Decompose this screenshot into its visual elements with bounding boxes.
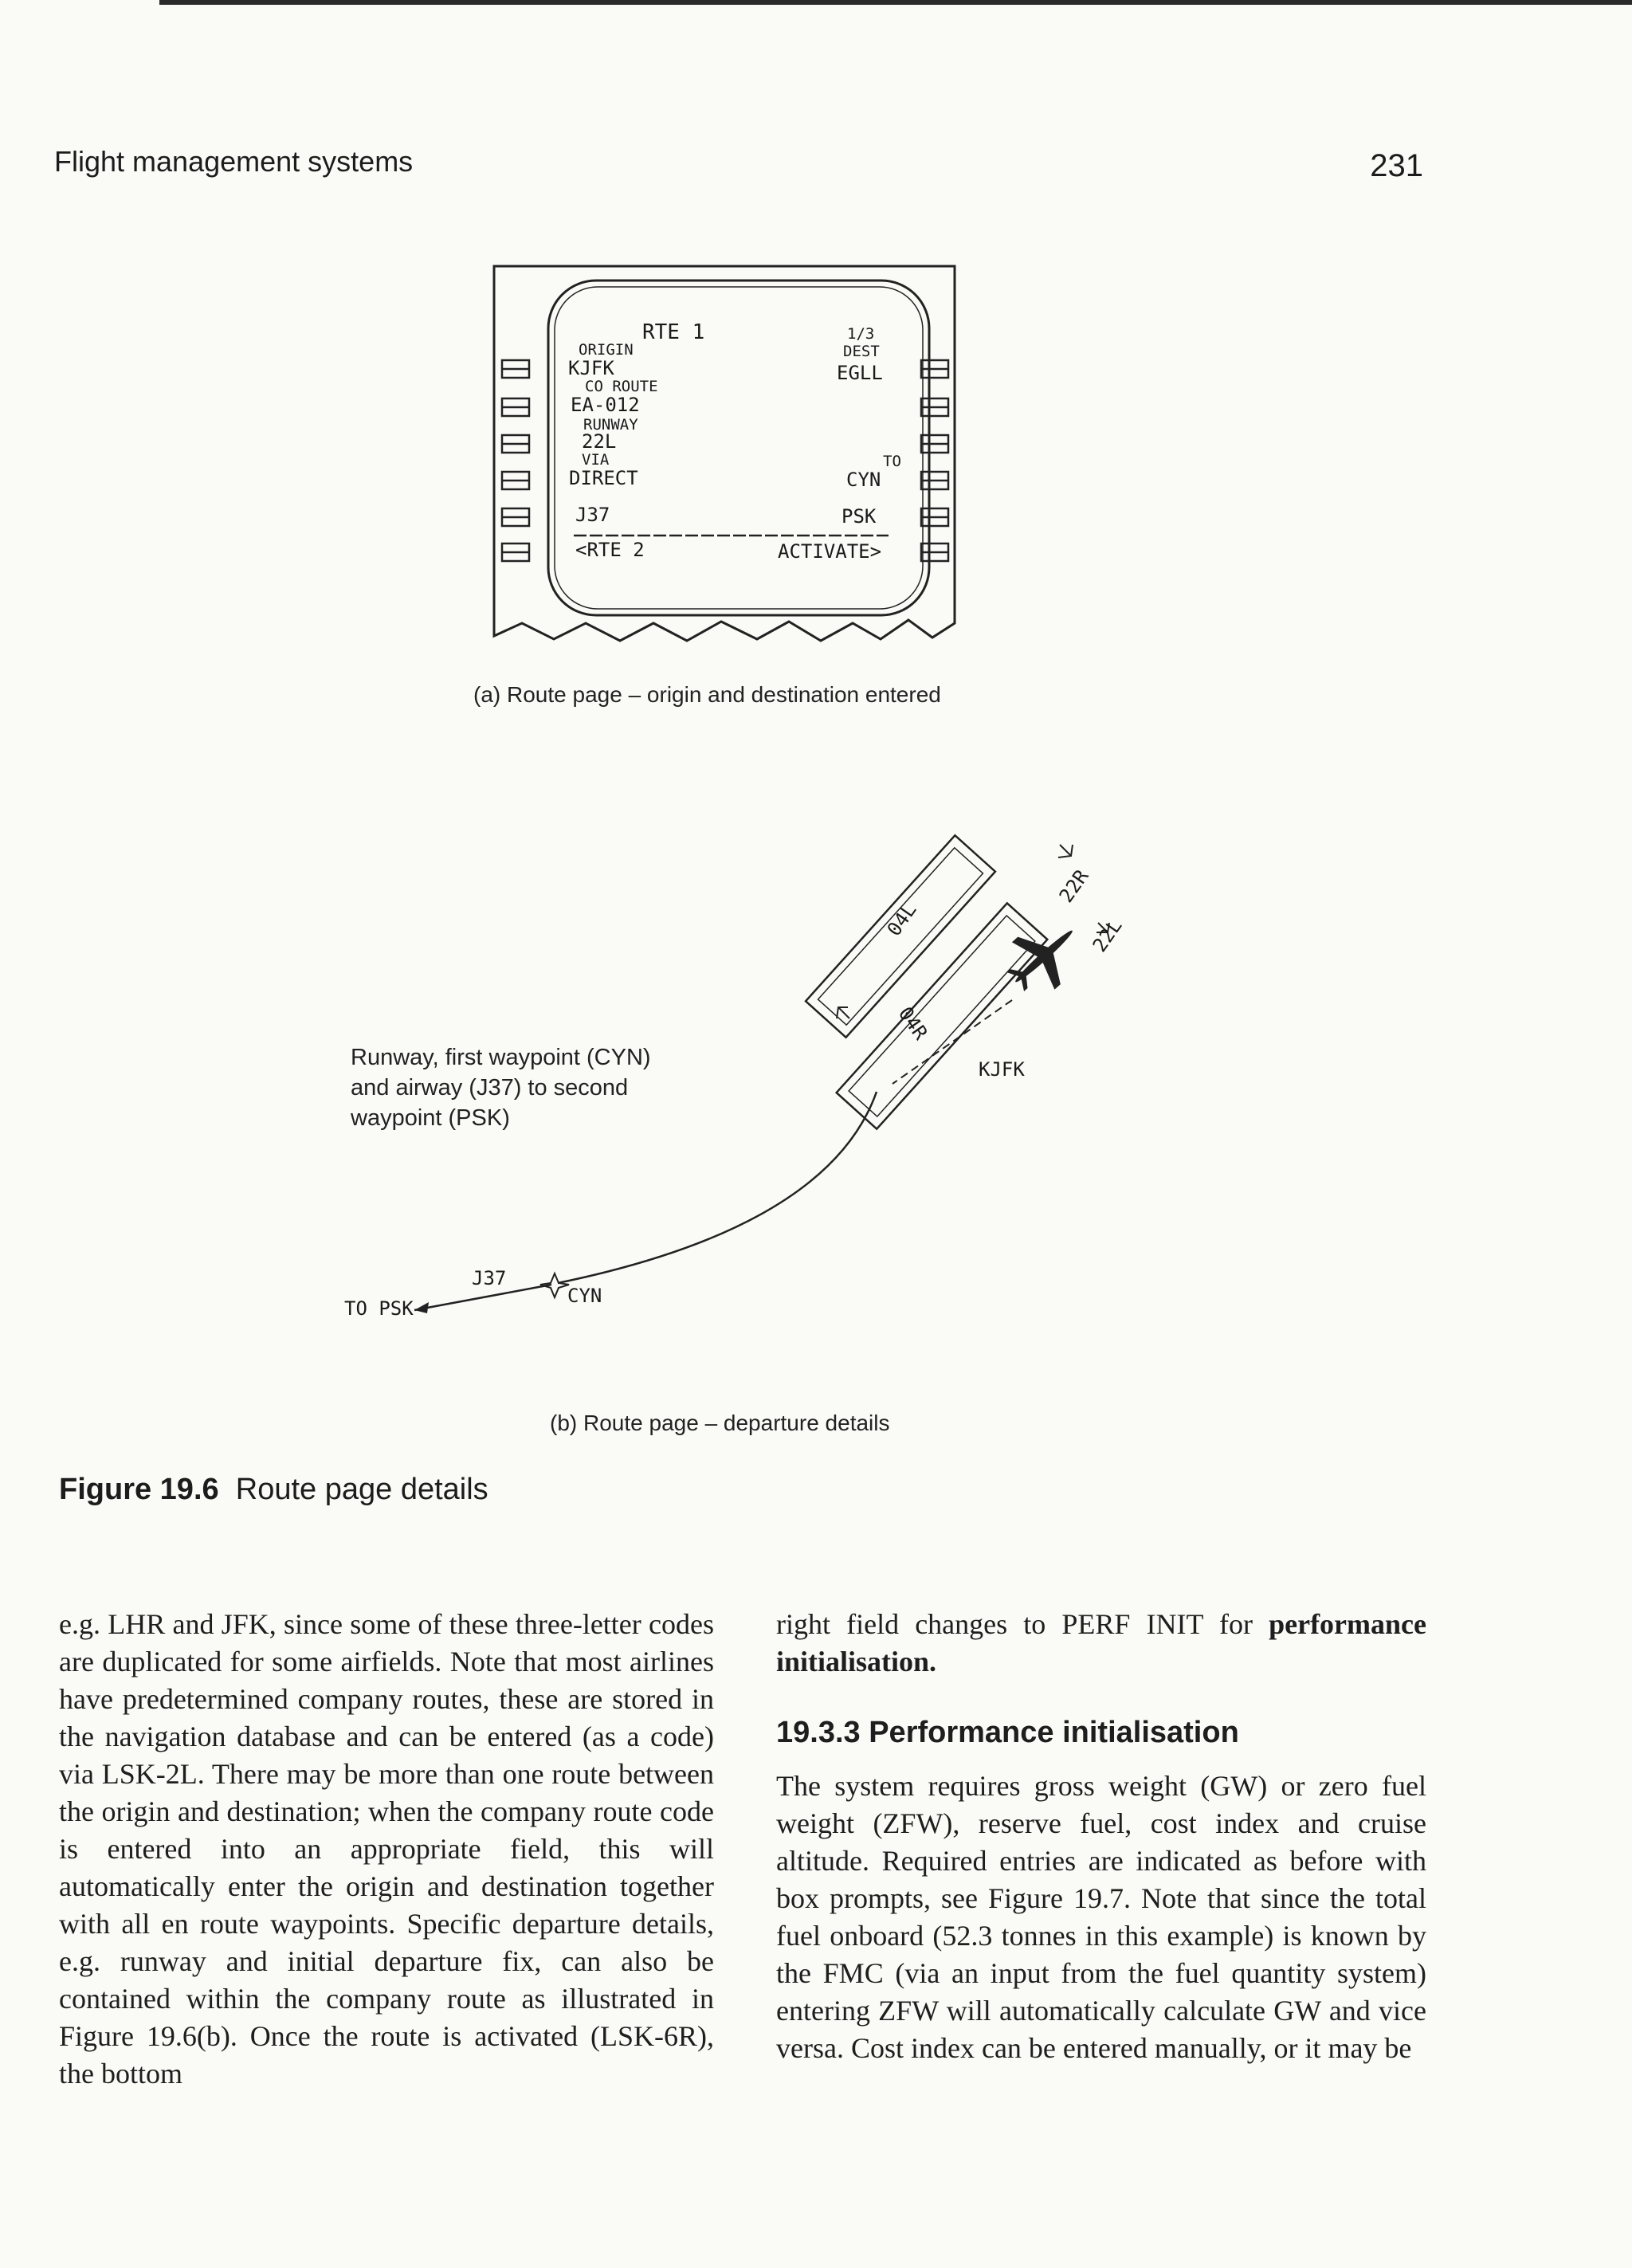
right-column xyxy=(776,1606,1426,2067)
figure-title-text: Route page details xyxy=(235,1473,488,1506)
cdu-page-indicator: 1/3 xyxy=(847,325,875,343)
annotation-line-2: and airway (J37) to second xyxy=(351,1075,629,1101)
cdu-label-to: TO xyxy=(883,453,901,470)
to-psk-label: TO PSK xyxy=(344,1297,414,1320)
bold-term: performance initialisation. xyxy=(776,1608,1427,1677)
top-rule xyxy=(159,0,1632,5)
figure-title xyxy=(59,1473,488,1507)
cdu-dest: EGLL xyxy=(837,362,883,384)
cdu-origin: KJFK xyxy=(568,357,614,379)
right-paragraph-1-text: right field changes to PERF INIT for xyxy=(776,1608,1253,1640)
annotation-line-1: Runway, first waypoint (CYN) xyxy=(351,1045,651,1070)
section-heading: 19.3.3 Performance initialisation xyxy=(776,1716,1239,1749)
runway-label-22R: 22R xyxy=(1054,865,1093,907)
cdu-label-dest: DEST xyxy=(843,343,880,360)
cdu-airway-to: PSK xyxy=(842,505,877,528)
cdu-label-origin: ORIGIN xyxy=(579,341,634,359)
runway-annotation xyxy=(351,1042,651,1133)
waypoint-label: CYN xyxy=(567,1285,602,1307)
airport-label: KJFK xyxy=(979,1058,1025,1081)
right-paragraph-1 xyxy=(776,1606,1426,1681)
cdu-via: DIRECT xyxy=(569,467,638,489)
cdu-co-route: EA-012 xyxy=(571,394,640,416)
cdu-title: RTE 1 xyxy=(642,320,705,344)
figure-b-caption: (b) Route page – departure details xyxy=(550,1411,890,1435)
runway-label-22L: 22L xyxy=(1088,915,1127,956)
cdu-airway: J37 xyxy=(575,504,610,526)
right-paragraph-2: The system requires gross weight (GW) or zero fuel weight (ZFW), reserve fuel, cost index and cruise altitude. Required entries are indicated as before with box prompts, see Figure 19.7. Note that since the total fuel onboard (52.3 tonnes in this example) is known by the FMC (via an input from the fuel quantity system) entering ZFW will automatically calculate GW and vice versa. Cost index can be entered manually, or it may be xyxy=(776,1770,1426,2064)
cdu-rte2-prompt: <RTE 2 xyxy=(575,539,645,561)
cdu-runway: 22L xyxy=(582,430,617,453)
cdu-activate-prompt: ACTIVATE> xyxy=(778,540,882,563)
annotation-line-3: waypoint (PSK) xyxy=(351,1105,510,1131)
left-paragraph: e.g. LHR and JFK, since some of these three-letter codes are duplicated for some airfields. Note that most airlines have predetermined company routes, these are stored in the navigation database and can be entered (as a code) via LSK-2L. There may be more than one route between the origin and destination; when the company route code is entered into an appropriate field, this will automatically enter the origin and destination together with all en route waypoints. Specific departure details, e.g. runway and initial departure fix, can also be contained within the company route as illustrated in Figure 19.6(b). Once the route is activated (LSK-6R), the bottom xyxy=(59,1608,714,2089)
running-header: Flight management systems xyxy=(54,145,414,178)
cdu-label-via: VIA xyxy=(582,451,610,469)
runway-label-04R: 04R xyxy=(893,1003,932,1044)
cdu-to: CYN xyxy=(846,469,881,491)
aircraft-icon xyxy=(994,907,1094,1006)
runway-label-04L: 04L xyxy=(882,899,921,940)
page-number: 231 xyxy=(1370,148,1423,183)
left-column xyxy=(59,1606,714,2093)
figure-number: Figure 19.6 xyxy=(59,1473,219,1506)
cdu-label-runway: RUNWAY xyxy=(583,416,638,434)
runway-04R-22L xyxy=(837,903,1048,1128)
airway-label: J37 xyxy=(472,1267,507,1289)
figure-a-caption: (a) Route page – origin and destination entered xyxy=(473,682,941,707)
cdu-label-co-route: CO ROUTE xyxy=(585,378,658,395)
